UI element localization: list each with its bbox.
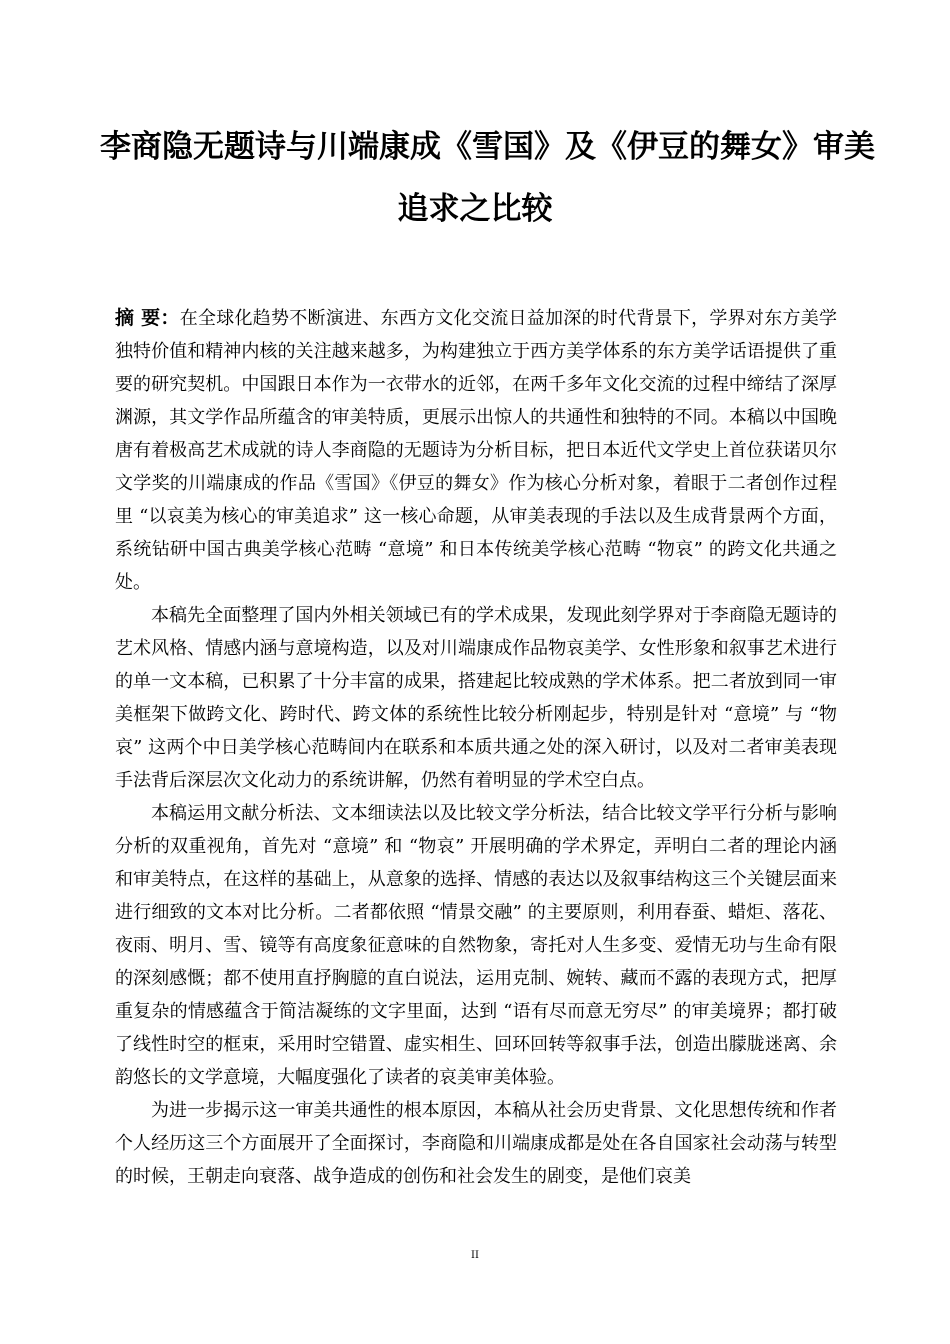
paper-title-line-1: 李商隐无题诗与川端康成《雪国》及《伊豆的舞女》审美 — [100, 129, 875, 165]
abstract-paragraph-4: 为进一步揭示这一审美共通性的根本原因，本稿从社会历史背景、文化思想传统和作者个人经历这三个方面展开了全面探讨，李商隐和川端康成都是处在各自国家社会动荡与转型的时候，王朝走向衰落、战争造成的创伤和社会发生的剧变，是他们哀美 — [115, 1100, 837, 1187]
paper-title-line-2: 追求之比较 — [397, 191, 553, 227]
abstract-paragraph-1 — [115, 302, 837, 599]
abstract-paragraph-1-text: 在全球化趋势不断演进、东西方文化交流日益加深的时代背景下，学界对东方美学独特价值和精神内核的关注越来越多，为构建独立于西方美学体系的东方美学话语提供了重要的研究契机。中国跟日本作为一衣带水的近邻，在两千多年文化交流的过程中缔结了深厚渊源，其文学作品所蕴含的审美特质，更展示出惊人的共通性和独特的不同。本稿以中国晚唐有着极高艺术成就的诗人李商隐的无题诗为分析目标，把日本近代文学史上首位获诺贝尔文学奖的川端康成的作品《雪国》《伊豆的舞女》作为核心分析对象，着眼于二者创作过程里 “以哀美为核心的审美追求” 这一核心命题，从审美表现的手法以及生成背景两个方面，系统钻研中国古典美学核心范畴 “意境” 和日本传统美学核心范畴 “物哀” 的跨文化共通之处。 — [115, 308, 837, 593]
page-number: II — [471, 1250, 479, 1261]
abstract-label: 摘 要： — [115, 307, 180, 329]
abstract-paragraph-3: 本稿运用文献分析法、文本细读法以及比较文学分析法，结合比较文学平行分析与影响分析的双重视角，首先对 “意境” 和 “物哀” 开展明确的学术界定，弄明白二者的理论内涵和审美特点，在这样的基础上，从意象的选择、情感的表达以及叙事结构这三个关键层面来进行细致的文本对比分析。二者都依照 “情景交融” 的主要原则，利用春蚕、蜡炬、落花、夜雨、明月、雪、镜等有高度象征意味的自然物象，寄托对人生多变、爱情无功与生命有限的深刻感慨；都不使用直抒胸臆的直白说法，运用克制、婉转、藏而不露的表现方式，把厚重复杂的情感蕴含于简洁凝练的文字里面，达到 “语有尽而意无穷尽” 的审美境界；都打破了线性时空的框束，采用时空错置、虚实相生、回环回转等叙事手法，创造出朦胧迷离、余韵悠长的文学意境，大幅度强化了读者的哀美审美体验。 — [115, 803, 837, 1088]
abstract-section — [115, 302, 837, 1193]
abstract-paragraph-2: 本稿先全面整理了国内外相关领域已有的学术成果，发现此刻学界对于李商隐无题诗的艺术风格、情感内涵与意境构造，以及对川端康成作品物哀美学、女性形象和叙事艺术进行的单一文本稿，已积累了十分丰富的成果，搭建起比较成熟的学术体系。把二者放到同一审美框架下做跨文化、跨时代、跨文体的系统性比较分析刚起步，特别是针对 “意境” 与 “物哀” 这两个中日美学核心范畴间内在联系和本质共通之处的深入研讨，以及对二者审美表现手法背后深层次文化动力的系统讲解，仍然有着明显的学术空白点。 — [115, 605, 837, 791]
